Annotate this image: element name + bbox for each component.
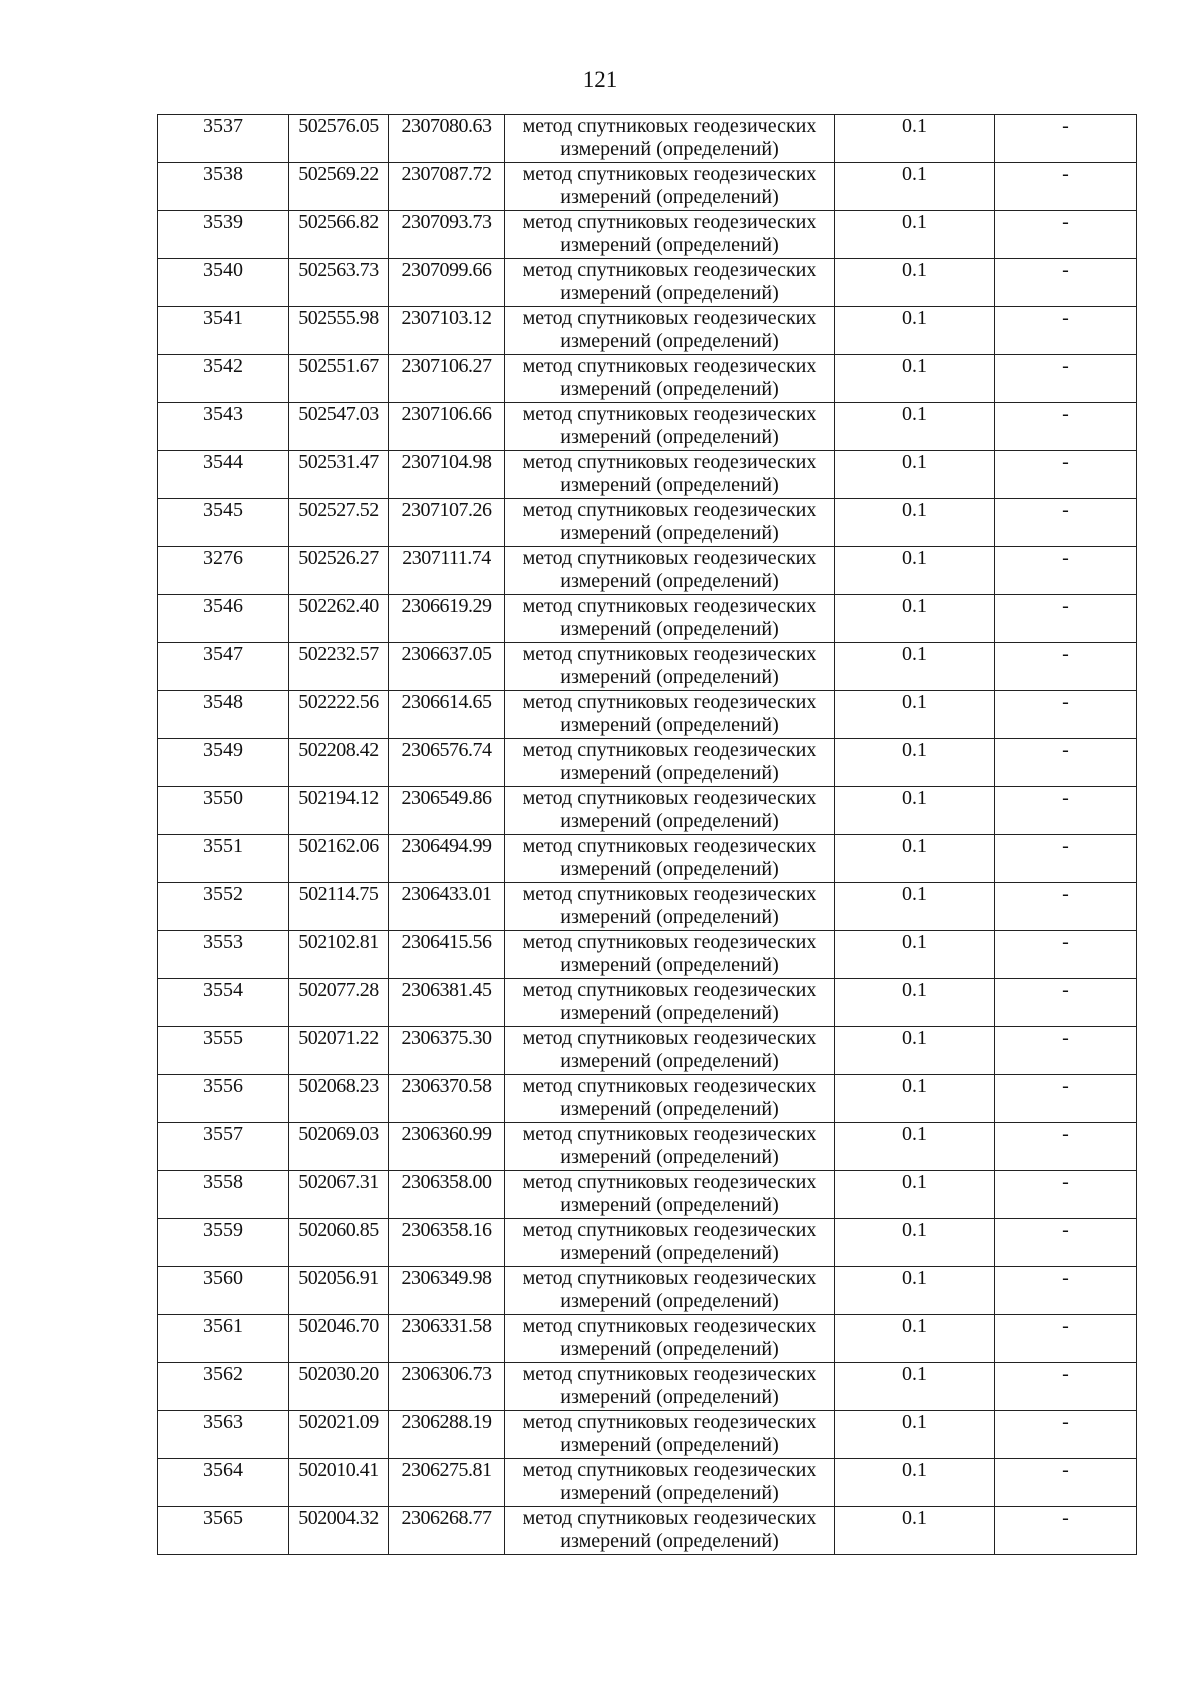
- accuracy-cell: 0.1: [835, 787, 995, 835]
- accuracy-cell: 0.1: [835, 1267, 995, 1315]
- point-number-cell: 3276: [158, 547, 289, 595]
- y-coordinate-cell: 2307104.98: [389, 451, 505, 499]
- method-cell: метод спутниковых геодезических измерений (определений): [505, 643, 835, 691]
- method-cell: метод спутниковых геодезических измерений (определений): [505, 355, 835, 403]
- y-coordinate-cell: 2306370.58: [389, 1075, 505, 1123]
- y-coordinate-cell: 2306358.16: [389, 1219, 505, 1267]
- accuracy-cell: 0.1: [835, 211, 995, 259]
- table-row: [158, 691, 1137, 739]
- y-coordinate-cell: 2306576.74: [389, 739, 505, 787]
- y-coordinate-cell: 2307111.74: [389, 547, 505, 595]
- table-row: [158, 595, 1137, 643]
- x-coordinate-cell: 502208.42: [289, 739, 389, 787]
- method-cell: метод спутниковых геодезических измерений (определений): [505, 1171, 835, 1219]
- point-number-cell: 3565: [158, 1507, 289, 1555]
- coordinates-table-body: [158, 115, 1137, 1555]
- x-coordinate-cell: 502102.81: [289, 931, 389, 979]
- note-cell: -: [995, 835, 1137, 883]
- y-coordinate-cell: 2306349.98: [389, 1267, 505, 1315]
- accuracy-cell: 0.1: [835, 1411, 995, 1459]
- note-cell: -: [995, 403, 1137, 451]
- note-cell: -: [995, 355, 1137, 403]
- point-number-cell: 3544: [158, 451, 289, 499]
- note-cell: -: [995, 451, 1137, 499]
- point-number-cell: 3560: [158, 1267, 289, 1315]
- y-coordinate-cell: 2306306.73: [389, 1363, 505, 1411]
- y-coordinate-cell: 2306268.77: [389, 1507, 505, 1555]
- accuracy-cell: 0.1: [835, 163, 995, 211]
- method-cell: метод спутниковых геодезических измерений (определений): [505, 1459, 835, 1507]
- table-row: [158, 163, 1137, 211]
- note-cell: -: [995, 643, 1137, 691]
- x-coordinate-cell: 502222.56: [289, 691, 389, 739]
- y-coordinate-cell: 2306288.19: [389, 1411, 505, 1459]
- method-cell: метод спутниковых геодезических измерений (определений): [505, 883, 835, 931]
- accuracy-cell: 0.1: [835, 691, 995, 739]
- note-cell: -: [995, 787, 1137, 835]
- method-cell: метод спутниковых геодезических измерений (определений): [505, 547, 835, 595]
- point-number-cell: 3563: [158, 1411, 289, 1459]
- table-row: [158, 1075, 1137, 1123]
- table-row: [158, 739, 1137, 787]
- table-row: [158, 931, 1137, 979]
- table-row: [158, 451, 1137, 499]
- note-cell: -: [995, 1363, 1137, 1411]
- y-coordinate-cell: 2307093.73: [389, 211, 505, 259]
- y-coordinate-cell: 2307107.26: [389, 499, 505, 547]
- table-row: [158, 787, 1137, 835]
- y-coordinate-cell: 2306549.86: [389, 787, 505, 835]
- note-cell: -: [995, 499, 1137, 547]
- point-number-cell: 3538: [158, 163, 289, 211]
- y-coordinate-cell: 2307087.72: [389, 163, 505, 211]
- point-number-cell: 3545: [158, 499, 289, 547]
- note-cell: -: [995, 1507, 1137, 1555]
- x-coordinate-cell: 502527.52: [289, 499, 389, 547]
- method-cell: метод спутниковых геодезических измерений (определений): [505, 739, 835, 787]
- note-cell: -: [995, 1315, 1137, 1363]
- accuracy-cell: 0.1: [835, 1027, 995, 1075]
- table-row: [158, 499, 1137, 547]
- accuracy-cell: 0.1: [835, 1315, 995, 1363]
- x-coordinate-cell: 502010.41: [289, 1459, 389, 1507]
- accuracy-cell: 0.1: [835, 979, 995, 1027]
- note-cell: -: [995, 739, 1137, 787]
- method-cell: метод спутниковых геодезических измерений (определений): [505, 931, 835, 979]
- method-cell: метод спутниковых геодезических измерений (определений): [505, 1411, 835, 1459]
- coordinates-table: [157, 114, 1137, 1555]
- accuracy-cell: 0.1: [835, 451, 995, 499]
- x-coordinate-cell: 502547.03: [289, 403, 389, 451]
- note-cell: -: [995, 1459, 1137, 1507]
- y-coordinate-cell: 2307080.63: [389, 115, 505, 163]
- accuracy-cell: 0.1: [835, 1075, 995, 1123]
- note-cell: -: [995, 163, 1137, 211]
- point-number-cell: 3540: [158, 259, 289, 307]
- accuracy-cell: 0.1: [835, 355, 995, 403]
- point-number-cell: 3562: [158, 1363, 289, 1411]
- point-number-cell: 3539: [158, 211, 289, 259]
- x-coordinate-cell: 502576.05: [289, 115, 389, 163]
- point-number-cell: 3542: [158, 355, 289, 403]
- table-row: [158, 835, 1137, 883]
- method-cell: метод спутниковых геодезических измерений (определений): [505, 211, 835, 259]
- x-coordinate-cell: 502194.12: [289, 787, 389, 835]
- table-row: [158, 1507, 1137, 1555]
- method-cell: метод спутниковых геодезических измерений (определений): [505, 451, 835, 499]
- accuracy-cell: 0.1: [835, 1363, 995, 1411]
- note-cell: -: [995, 1267, 1137, 1315]
- y-coordinate-cell: 2306375.30: [389, 1027, 505, 1075]
- y-coordinate-cell: 2306619.29: [389, 595, 505, 643]
- point-number-cell: 3557: [158, 1123, 289, 1171]
- table-row: [158, 547, 1137, 595]
- accuracy-cell: 0.1: [835, 1507, 995, 1555]
- note-cell: -: [995, 691, 1137, 739]
- point-number-cell: 3546: [158, 595, 289, 643]
- y-coordinate-cell: 2306415.56: [389, 931, 505, 979]
- x-coordinate-cell: 502004.32: [289, 1507, 389, 1555]
- table-row: [158, 1459, 1137, 1507]
- x-coordinate-cell: 502566.82: [289, 211, 389, 259]
- note-cell: -: [995, 547, 1137, 595]
- accuracy-cell: 0.1: [835, 835, 995, 883]
- method-cell: метод спутниковых геодезических измерений (определений): [505, 979, 835, 1027]
- note-cell: -: [995, 595, 1137, 643]
- note-cell: -: [995, 115, 1137, 163]
- note-cell: -: [995, 1123, 1137, 1171]
- y-coordinate-cell: 2306381.45: [389, 979, 505, 1027]
- accuracy-cell: 0.1: [835, 547, 995, 595]
- y-coordinate-cell: 2307099.66: [389, 259, 505, 307]
- point-number-cell: 3549: [158, 739, 289, 787]
- y-coordinate-cell: 2306494.99: [389, 835, 505, 883]
- x-coordinate-cell: 502030.20: [289, 1363, 389, 1411]
- point-number-cell: 3553: [158, 931, 289, 979]
- y-coordinate-cell: 2307106.66: [389, 403, 505, 451]
- y-coordinate-cell: 2306614.65: [389, 691, 505, 739]
- point-number-cell: 3558: [158, 1171, 289, 1219]
- y-coordinate-cell: 2306275.81: [389, 1459, 505, 1507]
- table-row: [158, 211, 1137, 259]
- table-row: [158, 1411, 1137, 1459]
- point-number-cell: 3537: [158, 115, 289, 163]
- x-coordinate-cell: 502021.09: [289, 1411, 389, 1459]
- table-row: [158, 1315, 1137, 1363]
- accuracy-cell: 0.1: [835, 1219, 995, 1267]
- method-cell: метод спутниковых геодезических измерений (определений): [505, 1075, 835, 1123]
- point-number-cell: 3551: [158, 835, 289, 883]
- note-cell: -: [995, 259, 1137, 307]
- accuracy-cell: 0.1: [835, 739, 995, 787]
- note-cell: -: [995, 1219, 1137, 1267]
- table-row: [158, 1267, 1137, 1315]
- method-cell: метод спутниковых геодезических измерений (определений): [505, 1267, 835, 1315]
- accuracy-cell: 0.1: [835, 403, 995, 451]
- point-number-cell: 3561: [158, 1315, 289, 1363]
- x-coordinate-cell: 502563.73: [289, 259, 389, 307]
- method-cell: метод спутниковых геодезических измерений (определений): [505, 691, 835, 739]
- x-coordinate-cell: 502046.70: [289, 1315, 389, 1363]
- y-coordinate-cell: 2306433.01: [389, 883, 505, 931]
- method-cell: метод спутниковых геодезических измерений (определений): [505, 1507, 835, 1555]
- x-coordinate-cell: 502531.47: [289, 451, 389, 499]
- method-cell: метод спутниковых геодезических измерений (определений): [505, 1363, 835, 1411]
- method-cell: метод спутниковых геодезических измерений (определений): [505, 403, 835, 451]
- table-row: [158, 979, 1137, 1027]
- table-row: [158, 259, 1137, 307]
- x-coordinate-cell: 502071.22: [289, 1027, 389, 1075]
- x-coordinate-cell: 502068.23: [289, 1075, 389, 1123]
- x-coordinate-cell: 502114.75: [289, 883, 389, 931]
- table-row: [158, 1171, 1137, 1219]
- accuracy-cell: 0.1: [835, 499, 995, 547]
- note-cell: -: [995, 307, 1137, 355]
- note-cell: -: [995, 211, 1137, 259]
- x-coordinate-cell: 502067.31: [289, 1171, 389, 1219]
- table-row: [158, 115, 1137, 163]
- table-row: [158, 403, 1137, 451]
- method-cell: метод спутниковых геодезических измерений (определений): [505, 595, 835, 643]
- accuracy-cell: 0.1: [835, 1123, 995, 1171]
- y-coordinate-cell: 2306331.58: [389, 1315, 505, 1363]
- x-coordinate-cell: 502551.67: [289, 355, 389, 403]
- accuracy-cell: 0.1: [835, 931, 995, 979]
- method-cell: метод спутниковых геодезических измерений (определений): [505, 835, 835, 883]
- x-coordinate-cell: 502526.27: [289, 547, 389, 595]
- accuracy-cell: 0.1: [835, 643, 995, 691]
- accuracy-cell: 0.1: [835, 883, 995, 931]
- note-cell: -: [995, 979, 1137, 1027]
- note-cell: -: [995, 1027, 1137, 1075]
- accuracy-cell: 0.1: [835, 1171, 995, 1219]
- table-row: [158, 1363, 1137, 1411]
- table-row: [158, 1219, 1137, 1267]
- page-number: 121: [582, 67, 618, 92]
- table-row: [158, 1027, 1137, 1075]
- method-cell: метод спутниковых геодезических измерений (определений): [505, 259, 835, 307]
- x-coordinate-cell: 502069.03: [289, 1123, 389, 1171]
- y-coordinate-cell: 2307106.27: [389, 355, 505, 403]
- method-cell: метод спутниковых геодезических измерений (определений): [505, 1219, 835, 1267]
- x-coordinate-cell: 502569.22: [289, 163, 389, 211]
- point-number-cell: 3541: [158, 307, 289, 355]
- note-cell: -: [995, 1171, 1137, 1219]
- accuracy-cell: 0.1: [835, 1459, 995, 1507]
- x-coordinate-cell: 502162.06: [289, 835, 389, 883]
- method-cell: метод спутниковых геодезических измерений (определений): [505, 499, 835, 547]
- note-cell: -: [995, 931, 1137, 979]
- x-coordinate-cell: 502262.40: [289, 595, 389, 643]
- x-coordinate-cell: 502555.98: [289, 307, 389, 355]
- point-number-cell: 3547: [158, 643, 289, 691]
- method-cell: метод спутниковых геодезических измерений (определений): [505, 1315, 835, 1363]
- x-coordinate-cell: 502060.85: [289, 1219, 389, 1267]
- accuracy-cell: 0.1: [835, 115, 995, 163]
- accuracy-cell: 0.1: [835, 307, 995, 355]
- table-row: [158, 643, 1137, 691]
- point-number-cell: 3555: [158, 1027, 289, 1075]
- y-coordinate-cell: 2306637.05: [389, 643, 505, 691]
- y-coordinate-cell: 2306358.00: [389, 1171, 505, 1219]
- point-number-cell: 3550: [158, 787, 289, 835]
- method-cell: метод спутниковых геодезических измерений (определений): [505, 307, 835, 355]
- method-cell: метод спутниковых геодезических измерений (определений): [505, 1027, 835, 1075]
- table-row: [158, 883, 1137, 931]
- point-number-cell: 3552: [158, 883, 289, 931]
- point-number-cell: 3564: [158, 1459, 289, 1507]
- point-number-cell: 3548: [158, 691, 289, 739]
- point-number-cell: 3543: [158, 403, 289, 451]
- accuracy-cell: 0.1: [835, 595, 995, 643]
- y-coordinate-cell: 2306360.99: [389, 1123, 505, 1171]
- point-number-cell: 3559: [158, 1219, 289, 1267]
- method-cell: метод спутниковых геодезических измерений (определений): [505, 115, 835, 163]
- y-coordinate-cell: 2307103.12: [389, 307, 505, 355]
- note-cell: -: [995, 1411, 1137, 1459]
- table-row: [158, 307, 1137, 355]
- x-coordinate-cell: 502056.91: [289, 1267, 389, 1315]
- table-row: [158, 355, 1137, 403]
- x-coordinate-cell: 502232.57: [289, 643, 389, 691]
- method-cell: метод спутниковых геодезических измерений (определений): [505, 787, 835, 835]
- table-row: [158, 1123, 1137, 1171]
- note-cell: -: [995, 883, 1137, 931]
- method-cell: метод спутниковых геодезических измерений (определений): [505, 163, 835, 211]
- note-cell: -: [995, 1075, 1137, 1123]
- point-number-cell: 3556: [158, 1075, 289, 1123]
- x-coordinate-cell: 502077.28: [289, 979, 389, 1027]
- accuracy-cell: 0.1: [835, 259, 995, 307]
- method-cell: метод спутниковых геодезических измерений (определений): [505, 1123, 835, 1171]
- point-number-cell: 3554: [158, 979, 289, 1027]
